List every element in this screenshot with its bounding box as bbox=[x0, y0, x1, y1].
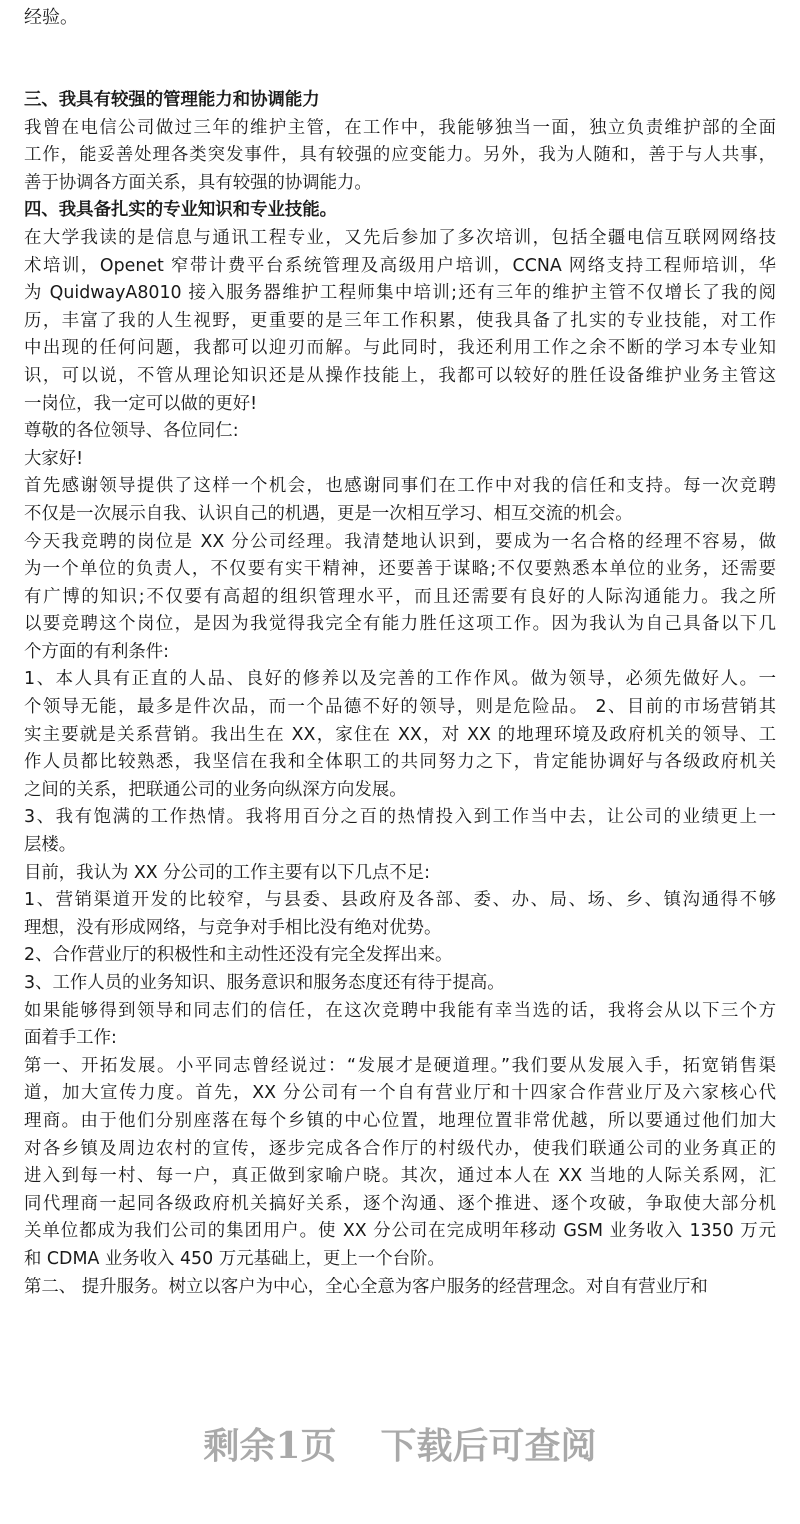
text-line: 为一个单位的负责人，不仅要有实干精神，还要善于谋略;不仅要熟悉本单位的业务，还需要 bbox=[24, 559, 776, 580]
document-body bbox=[24, 87, 776, 1301]
section-heading: 四、我具备扎实的专业知识和专业技能。 bbox=[24, 200, 338, 221]
download-prompt[interactable] bbox=[0, 1418, 800, 1469]
text-line: 对各乡镇及周边农村的宣传，逐步完成各合作厅的村级代办，使我们联通公司的业务真正的 bbox=[24, 1138, 776, 1159]
text-line: 理想，没有形成网络，与竞争对手相比没有绝对优势。 bbox=[24, 917, 442, 938]
text-line: 理商。由于他们分别座落在每个乡镇的中心位置，地理位置非常优越，所以要通过他们加大 bbox=[24, 1110, 776, 1131]
text-line: 个方面的有利条件: bbox=[24, 641, 169, 662]
text-line: 善于协调各方面关系，具有较强的协调能力。 bbox=[24, 172, 372, 193]
cut-off-line bbox=[24, 0, 776, 4]
text-line: 今天我竞聘的岗位是 XX 分公司经理。我清楚地认识到，要成为一名合格的经理不容易，做 bbox=[24, 531, 776, 552]
text-line: 在大学我读的是信息与通讯工程专业，又先后参加了多次培训，包括全疆电信互联网网络技 bbox=[24, 227, 776, 248]
text-line: 中出现的任何问题，我都可以迎刃而解。与此同时，我还利用工作之余不断的学习本专业知 bbox=[24, 338, 776, 359]
remaining-pages-label: 剩余1页 bbox=[203, 1425, 337, 1467]
text-line: 工作，能妥善处理各类突发事件，具有较强的应变能力。另外，我为人随和，善于与人共事， bbox=[24, 145, 776, 166]
text-line: 进入到每一村、每一户，真正做到家喻户晓。其次，通过本人在 XX 当地的人际关系网，汇 bbox=[24, 1166, 776, 1187]
text-line: 我曾在电信公司做过三年的维护主管，在工作中，我能够独当一面，独立负责维护部的全面 bbox=[24, 117, 776, 138]
text-line: 为 QuidwayA8010 接入服务器维护工程师集中培训;还有三年的维护主管不仅增长了我的阅 bbox=[24, 283, 776, 304]
text-line: 历，丰富了我的人生视野，更重要的是三年工作积累，使我具备了扎实的专业技能，对工作 bbox=[24, 310, 776, 331]
text-line: 2、合作营业厅的积极性和主动性还没有完全发挥出来。 bbox=[24, 945, 453, 966]
text-line: 第二、 提升服务。树立以客户为中心，全心全意为客户服务的经营理念。对自有营业厅和 bbox=[24, 1276, 708, 1297]
text-line: 1、本人具有正直的人品、良好的修养以及完善的工作作风。做为领导，必须先做好人。一 bbox=[24, 669, 776, 690]
previous-page-fragment bbox=[24, 0, 776, 32]
download-to-view-label[interactable]: 下载后可查阅 bbox=[380, 1425, 597, 1467]
paragraph-end: 经验。 bbox=[24, 7, 78, 28]
text-line: 有广博的知识;不仅要有高超的组织管理水平，而且还需要有良好的人际沟通能力。我之所 bbox=[24, 586, 776, 607]
text-line: 实主要就是关系营销。我出生在 XX，家住在 XX，对 XX 的地理环境及政府机关的领导、工 bbox=[24, 724, 776, 745]
text-line: 作人员都比较熟悉，我坚信在我和全体职工的共同努力之下，肯定能协调好与各级政府机关 bbox=[24, 752, 776, 773]
text-line: 尊敬的各位领导、各位同仁: bbox=[24, 421, 239, 442]
text-line: 3、我有饱满的工作热情。我将用百分之百的热情投入到工作当中去，让公司的业绩更上一 bbox=[24, 807, 776, 828]
section-heading: 三、我具有较强的管理能力和协调能力 bbox=[24, 90, 320, 110]
text-line: 层楼。 bbox=[24, 835, 77, 856]
text-line: 以要竞聘这个岗位，是因为我觉得我完全有能力胜任这项工作。因为我认为自己具备以下几 bbox=[24, 614, 776, 635]
text-line: 目前，我认为 XX 分公司的工作主要有以下几点不足: bbox=[24, 862, 430, 883]
text-line: 个领导无能，最多是件次品，而一个品德不好的领导，则是危险品。 2、目前的市场营销其 bbox=[24, 697, 776, 718]
text-line: 第一、开拓发展。小平同志曾经说过：“发展才是硬道理。”我们要从发展入手，拓宽销售渠 bbox=[24, 1055, 776, 1076]
text-line: 道，加大宣传力度。首先，XX 分公司有一个自有营业厅和十四家合作营业厅及六家核心代 bbox=[24, 1083, 776, 1104]
text-line: 关单位都成为我们公司的集团用户。使 XX 分公司在完成明年移动 GSM 业务收入 1350 万元 bbox=[24, 1221, 776, 1242]
text-line: 一岗位，我一定可以做的更好! bbox=[24, 393, 258, 414]
text-line: 大家好! bbox=[24, 448, 84, 469]
text-line: 同代理商一起同各级政府机关搞好关系，逐个沟通、逐个推进、逐个攻破，争取使大部分机 bbox=[24, 1193, 776, 1214]
text-line: 不仅是一次展示自我、认识自己的机遇，更是一次相互学习、相互交流的机会。 bbox=[24, 503, 633, 524]
text-line: 首先感谢领导提供了这样一个机会，也感谢同事们在工作中对我的信任和支持。每一次竞聘 bbox=[24, 476, 776, 497]
text-line: 3、工作人员的业务知识、服务意识和服务态度还有待于提高。 bbox=[24, 973, 505, 993]
text-line: 如果能够得到领导和同志们的信任，在这次竞聘中我能有幸当选的话，我将会从以下三个方 bbox=[24, 1000, 776, 1021]
text-line: 识，可以说，不管从理论知识还是从操作技能上，我都可以较好的胜任设备维护业务主管这 bbox=[24, 365, 776, 386]
text-line: 之间的关系，把联通公司的业务向纵深方向发展。 bbox=[24, 779, 407, 800]
text-line: 面着手工作: bbox=[24, 1028, 117, 1049]
text-line: 和 CDMA 业务收入 450 万元基础上，更上一个台阶。 bbox=[24, 1248, 445, 1269]
text-line: 术培训，Openet 窄带计费平台系统管理及高级用户培训，CCNA 网络支持工程师培训，华 bbox=[24, 255, 776, 276]
text-line: 1、营销渠道开发的比较窄，与县委、县政府及各部、委、办、局、场、乡、镇沟通得不够 bbox=[24, 890, 776, 911]
